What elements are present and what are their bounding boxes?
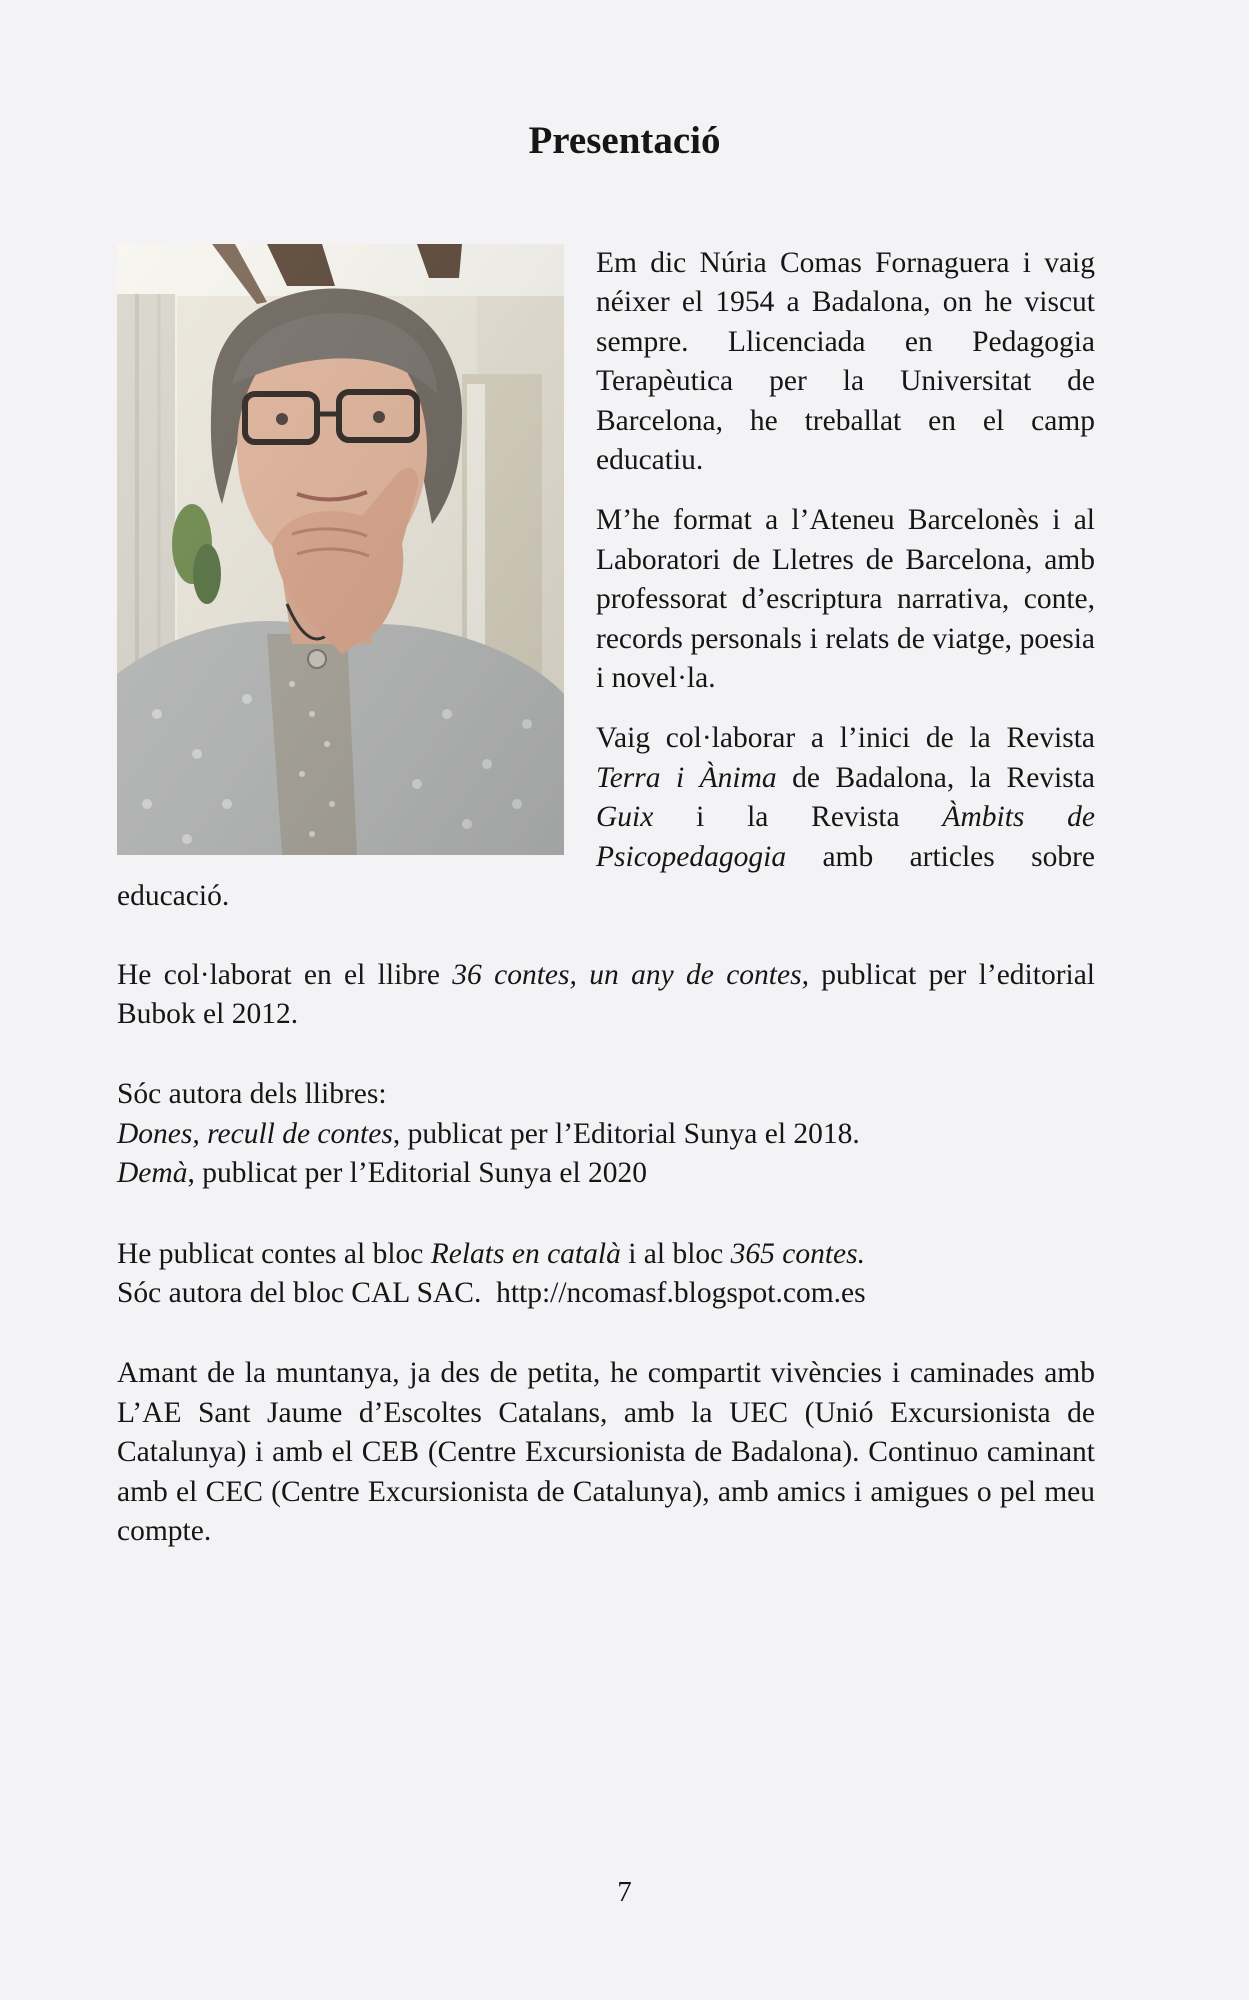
journal-terra-i-anima: Terra i Ànima	[596, 761, 777, 794]
bio-paragraph-intro: Em dic Núria Comas Fornaguera i vaig néixer el 1954 a Badalona, on he viscut sempre. Llicenciada en Pedagogia Terapèutica per la Universitat de Barcelona, he treballat en el camp educatiu.	[596, 247, 1095, 477]
blogs-text-2: i al bloc	[620, 1237, 731, 1270]
bio-paragraph-books	[117, 1075, 1095, 1193]
journals-text-1: Vaig col·laborar a l’inici de la Revista	[596, 722, 1095, 755]
journal-ambits: Àmbits de Psicopedagogia	[596, 801, 1095, 873]
blog-url: http://ncomasf.blogspot.com.es	[496, 1276, 866, 1309]
bio-paragraph-mountain: Amant de la muntanya, ja des de petita, he compartit vivències i caminades amb L’AE Sant Jaume d’Escoltes Catalans, amb la UEC (Unió Excursionista de Catalunya) i amb el CEB (Centre Excursionista de Badalona). Continuo caminant amb el CEC (Centre Excursionista de Catalunya), amb amics i amigues o pel meu compte.	[117, 1357, 1095, 1547]
book-dema: Demà	[117, 1157, 188, 1190]
portrait-photo-icon	[117, 244, 564, 855]
journal-guix: Guix	[596, 801, 654, 834]
collab-text-1: He col·laborat en el llibre	[117, 958, 453, 991]
bio-paragraph-collaboration	[117, 956, 1095, 1035]
blogs-text-1: He publicat contes al bloc	[117, 1237, 431, 1270]
author-bio	[117, 244, 1095, 1551]
page-title: Presentació	[528, 119, 721, 162]
book-dones: Dones, recull de contes	[117, 1117, 393, 1150]
bio-paragraph-blogs	[117, 1235, 1095, 1314]
collab-text-2: publicat per l’editorial Bubok el 2012.	[117, 958, 1095, 1030]
page-number: 7	[617, 1876, 632, 1908]
blog-cal-sac-text: Sóc autora del bloc CAL SAC.	[117, 1276, 482, 1309]
bio-paragraph-training: M’he format a l’Ateneu Barcelonès i al Laboratori de Lletres de Barcelona, amb professorat d’escriptura narrativa, conte, records personals i relats de viatge, poesia i novel·la.	[596, 504, 1095, 695]
journals-text-3: i la Revista	[653, 801, 943, 834]
book-36-contes: 36 contes, un any de contes,	[452, 958, 809, 991]
book-dones-details: , publicat per l’Editorial Sunya el 2018.	[392, 1117, 860, 1150]
blog-365-contes: 365 contes.	[730, 1237, 865, 1270]
blog-relats-en-catala: Relats en català	[430, 1237, 621, 1270]
book-dema-details: , publicat per l’Editorial Sunya el 2020	[187, 1157, 648, 1190]
journals-text-4: amb articles sobre educació.	[117, 840, 1095, 913]
books-intro: Sóc autora dels llibres:	[117, 1078, 387, 1111]
journals-text-2: de Badalona, la Revista	[776, 761, 1096, 794]
author-portrait-photo	[117, 244, 564, 855]
